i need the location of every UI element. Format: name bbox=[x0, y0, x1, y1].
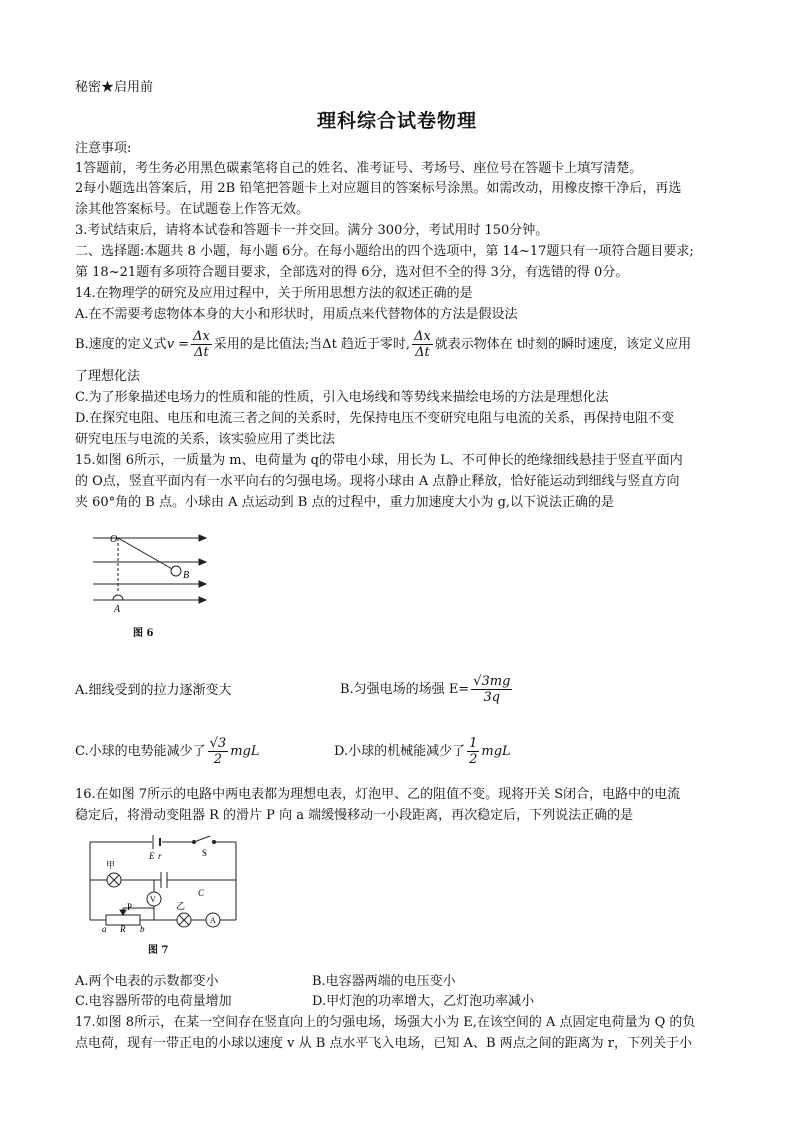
q15-option-b bbox=[340, 671, 514, 709]
q14-b-mid: 采用的是比值法;当Δt 趋近于零时, bbox=[213, 337, 411, 352]
q14-b-v: v = bbox=[166, 337, 190, 352]
q14-stem: 14.在物理学的研究及应用过程中，关于所用思想方法的叙述正确的是 bbox=[75, 286, 473, 301]
q15-stem-3: 夹 60°角的 B 点。小球由 A 点运动到 B 点的过程中，重力加速度大小为 g,以下说法正确的是 bbox=[75, 495, 615, 510]
q15-b-pre: B.匀强电场的场强 E= bbox=[340, 682, 470, 697]
frac-num: √3mg bbox=[473, 674, 511, 689]
label-b: B bbox=[183, 570, 190, 581]
label-a-end: a bbox=[102, 924, 107, 932]
label-e: E bbox=[149, 851, 155, 861]
page-title: 理科综合试卷物理 bbox=[316, 110, 477, 132]
arrow-head bbox=[199, 559, 206, 565]
q15-b-fraction bbox=[471, 674, 512, 705]
label-p: P bbox=[127, 902, 133, 912]
q15-option-d bbox=[334, 733, 511, 771]
frac-den: 2 bbox=[213, 752, 223, 767]
switch-contact bbox=[193, 841, 196, 844]
q17-stem-2: 点电荷，现有一带正电的小球以速度 v 从 B 点水平飞入电场，已知 A、B 两点之间的距离为 r，下列关于小 bbox=[75, 1036, 692, 1051]
label-s: S bbox=[202, 848, 208, 858]
q14-option-c: C.为了形象描述电场力的性质和能的性质，引入电场线和等势线来描绘电场的方法是理想化法 bbox=[75, 390, 609, 405]
q15-d-post: mgL bbox=[481, 744, 511, 759]
ball-b bbox=[171, 566, 181, 576]
label-o: O bbox=[110, 534, 118, 545]
q15-c-pre: C.小球的电势能减少了 bbox=[75, 744, 206, 759]
switch-blade bbox=[194, 836, 210, 842]
q16-option-b: B.电容器两端的电压变小 bbox=[312, 974, 456, 989]
figure-7-circuit bbox=[86, 832, 246, 932]
q16-option-d: D.甲灯泡的功率增大，乙灯泡功率减小 bbox=[312, 994, 535, 1009]
q15-stem-2: 的 O点，竖直平面内有一水平向右的匀强电场。现将小球由 A 点静止释放，恰好能运动到细线与竖直方向 bbox=[75, 474, 680, 489]
section-intro-1: 二、选择题:本题共 8 小题，每小题 6分。在每小题给出的四个选项中，第 14~17题只有一项符合题目要求; bbox=[75, 244, 694, 259]
q16-option-a: A.两个电表的示数都变小 bbox=[75, 974, 219, 989]
frac-num: √3 bbox=[209, 736, 227, 751]
figure-7-caption: 图 7 bbox=[148, 945, 169, 956]
q16-stem-2: 稳定后，将滑动变阻器 R 的滑片 P 向 a 端缓慢移动一小段距离，再次稳定后，下列说法正确的是 bbox=[75, 808, 634, 823]
frac-den: Δt bbox=[415, 345, 430, 360]
arrow-head bbox=[199, 597, 206, 603]
ammeter-label: A bbox=[210, 916, 216, 925]
label-a: A bbox=[114, 604, 121, 615]
frac-num: Δx bbox=[414, 329, 431, 344]
frac-den: Δt bbox=[194, 345, 209, 360]
q14-b-post: 就表示物体在 t时刻的瞬时速度，该定义应用 bbox=[434, 337, 692, 352]
q16-stem-1: 16.在如图 7所示的电路中两电表都为理想电表，灯泡甲、乙的阻值不变。现将开关 S闭合，电路中的电流 bbox=[75, 787, 681, 802]
q14-option-d-cont: 研究电压与电流的关系，该实验应用了类比法 bbox=[75, 432, 336, 447]
q17-stem-1: 17.如图 8所示，在某一空间存在竖直向上的匀强电场，场强大小为 E,在该空间的 A 点固定电荷量为 Q 的负 bbox=[75, 1015, 696, 1030]
q15-option-a: A.细线受到的拉力逐渐变大 bbox=[75, 683, 232, 698]
secret-label: 秘密★启用前 bbox=[75, 80, 154, 95]
label-r: r bbox=[158, 851, 162, 861]
label-jia: 甲 bbox=[106, 860, 116, 870]
notice-item-1: 1答题前，考生务必用黑色碳素笔将自己的姓名、准考证号、考场号、座位号在答题卡上填写清楚。 bbox=[75, 161, 643, 176]
switch-contact bbox=[213, 841, 216, 844]
q15-option-c bbox=[75, 733, 259, 771]
label-c: C bbox=[198, 888, 205, 898]
ball-a bbox=[113, 595, 123, 600]
voltmeter-label: V bbox=[150, 895, 156, 904]
slider-arrow bbox=[120, 910, 126, 915]
section-intro-2: 第 18~21题有多项符合题目要求，全部选对的得 6分，选对但不全的得 3分，有选错的得 0分。 bbox=[75, 265, 629, 280]
frac-den: 2 bbox=[469, 752, 478, 767]
notice-item-3: 3.考试结束后，请将本试卷和答题卡一并交回。满分 300分，考试用时 150分钟。 bbox=[75, 223, 549, 238]
q14-b-pre: B.速度的定义式 bbox=[75, 337, 167, 352]
frac-den: 3q bbox=[483, 690, 501, 705]
q15-d-pre: D.小球的机械能减少了 bbox=[334, 744, 466, 759]
notice-heading: 注意事项: bbox=[75, 141, 132, 156]
notice-item-2-cont: 涂其他答案标号。在试题卷上作答无效。 bbox=[75, 202, 310, 217]
q14-b-fraction-2 bbox=[412, 329, 433, 360]
q15-stem-1: 15.如图 6所示，一质量为 m、电荷量为 q的带电小球，用长为 L、不可伸长的绝缘细线悬挂于竖直平面内 bbox=[75, 453, 683, 468]
label-b-end: b bbox=[140, 924, 145, 932]
q15-c-post: mgL bbox=[230, 744, 260, 759]
frac-num: 1 bbox=[469, 736, 478, 751]
frac-num: Δx bbox=[193, 329, 210, 344]
q14-option-d: D.在探究电阻、电压和电流三者之间的关系时，先保持电压不变研究电阻与电流的关系，再保持电阻不变 bbox=[75, 411, 675, 426]
q15-d-fraction bbox=[467, 736, 479, 767]
arrow-head bbox=[199, 581, 206, 587]
figure-6-caption: 图 6 bbox=[133, 628, 154, 639]
label-rheostat: R bbox=[120, 924, 126, 932]
q14-b-fraction-1 bbox=[191, 329, 212, 360]
label-yi: 乙 bbox=[176, 901, 186, 911]
notice-item-2: 2每小题选出答案后，用 2B 铅笔把答题卡上对应题目的答案标号涂黑。如需改动，用橡皮擦干净后，再选 bbox=[75, 181, 682, 196]
q14-option-a: A.在不需要考虑物体本身的大小和形状时，用质点来代替物体的方法是假设法 bbox=[75, 307, 518, 322]
string-line bbox=[118, 538, 174, 570]
q14-option-b bbox=[75, 328, 691, 362]
q15-c-fraction bbox=[208, 736, 229, 767]
arrow-head bbox=[199, 535, 206, 541]
q14-option-b-cont: 了理想化法 bbox=[75, 369, 141, 384]
q16-option-c: C.电容器所带的电荷量增加 bbox=[75, 994, 232, 1009]
